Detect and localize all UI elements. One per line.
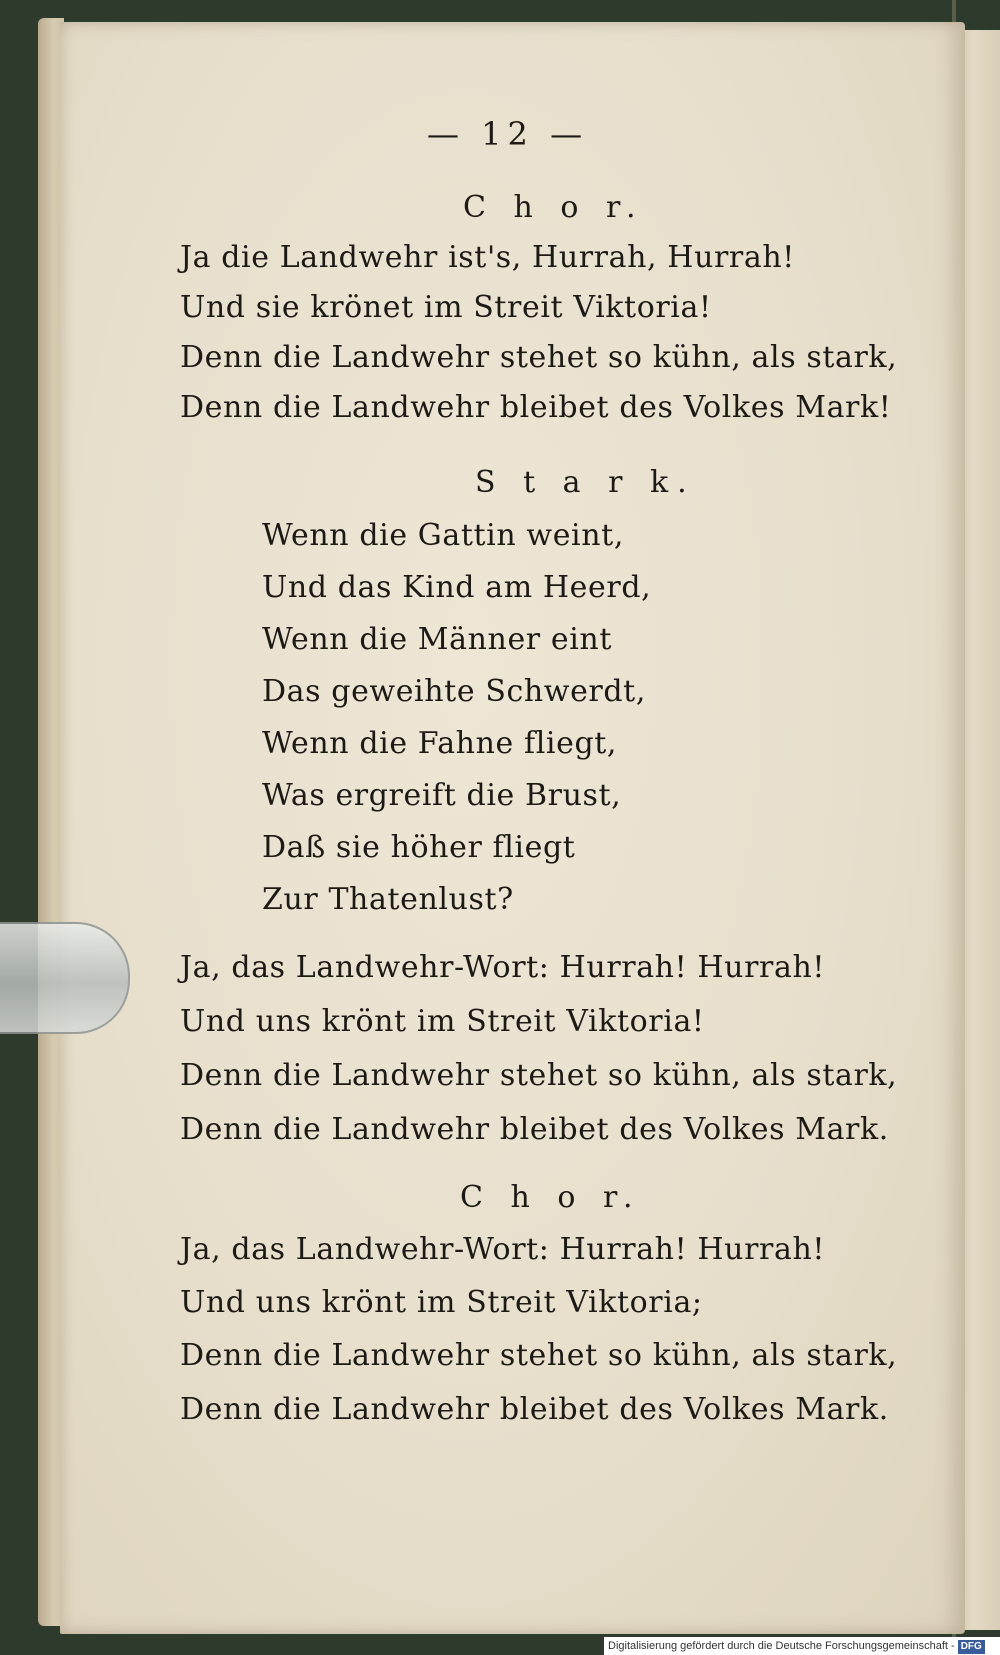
- chorus-heading: C h o r.: [460, 1180, 642, 1215]
- dfg-logo: DFG: [958, 1640, 985, 1654]
- verse-line: Daß sie höher fliegt: [262, 830, 576, 865]
- verse-line: Und uns krönt im Streit Viktoria;: [180, 1285, 703, 1320]
- verse-line: Wenn die Fahne fliegt,: [262, 726, 618, 761]
- verse-line: Denn die Landwehr bleibet des Volkes Mark.: [180, 1392, 889, 1427]
- verse-line: Denn die Landwehr stehet so kühn, als stark,: [180, 1338, 898, 1373]
- stanza-heading: S t a r k.: [475, 465, 696, 500]
- verse-line: Denn die Landwehr stehet so kühn, als stark,: [180, 1058, 898, 1093]
- chorus-heading: C h o r.: [463, 190, 645, 225]
- verse-line: Das geweihte Schwerdt,: [262, 674, 646, 709]
- verse-line: Wenn die Männer eint: [262, 622, 613, 657]
- verse-line: Was ergreift die Brust,: [262, 778, 622, 813]
- verse-line: Denn die Landwehr bleibet des Volkes Mark.: [180, 1112, 889, 1147]
- verse-line: Und sie krönet im Streit Viktoria!: [180, 290, 712, 325]
- page-number: — 12 —: [427, 115, 589, 153]
- verse-line: Denn die Landwehr stehet so kühn, als stark,: [180, 340, 898, 375]
- digitization-credit: [604, 1637, 1000, 1655]
- verse-line: Denn die Landwehr bleibet des Volkes Mark!: [180, 390, 892, 425]
- page-clip: [0, 922, 130, 1034]
- credit-text: Digitalisierung gefördert durch die Deutsche Forschungsgemeinschaft -: [608, 1640, 955, 1652]
- verse-line: Wenn die Gattin weint,: [262, 518, 624, 553]
- verse-line: Ja, das Landwehr-Wort: Hurrah! Hurrah!: [180, 1232, 826, 1267]
- verse-line: Ja, das Landwehr-Wort: Hurrah! Hurrah!: [180, 950, 826, 985]
- verse-line: Und das Kind am Heerd,: [262, 570, 652, 605]
- verse-line: Zur Thatenlust?: [262, 882, 514, 917]
- verse-line: Ja die Landwehr ist's, Hurrah, Hurrah!: [180, 240, 795, 275]
- verse-line: Und uns krönt im Streit Viktoria!: [180, 1004, 705, 1039]
